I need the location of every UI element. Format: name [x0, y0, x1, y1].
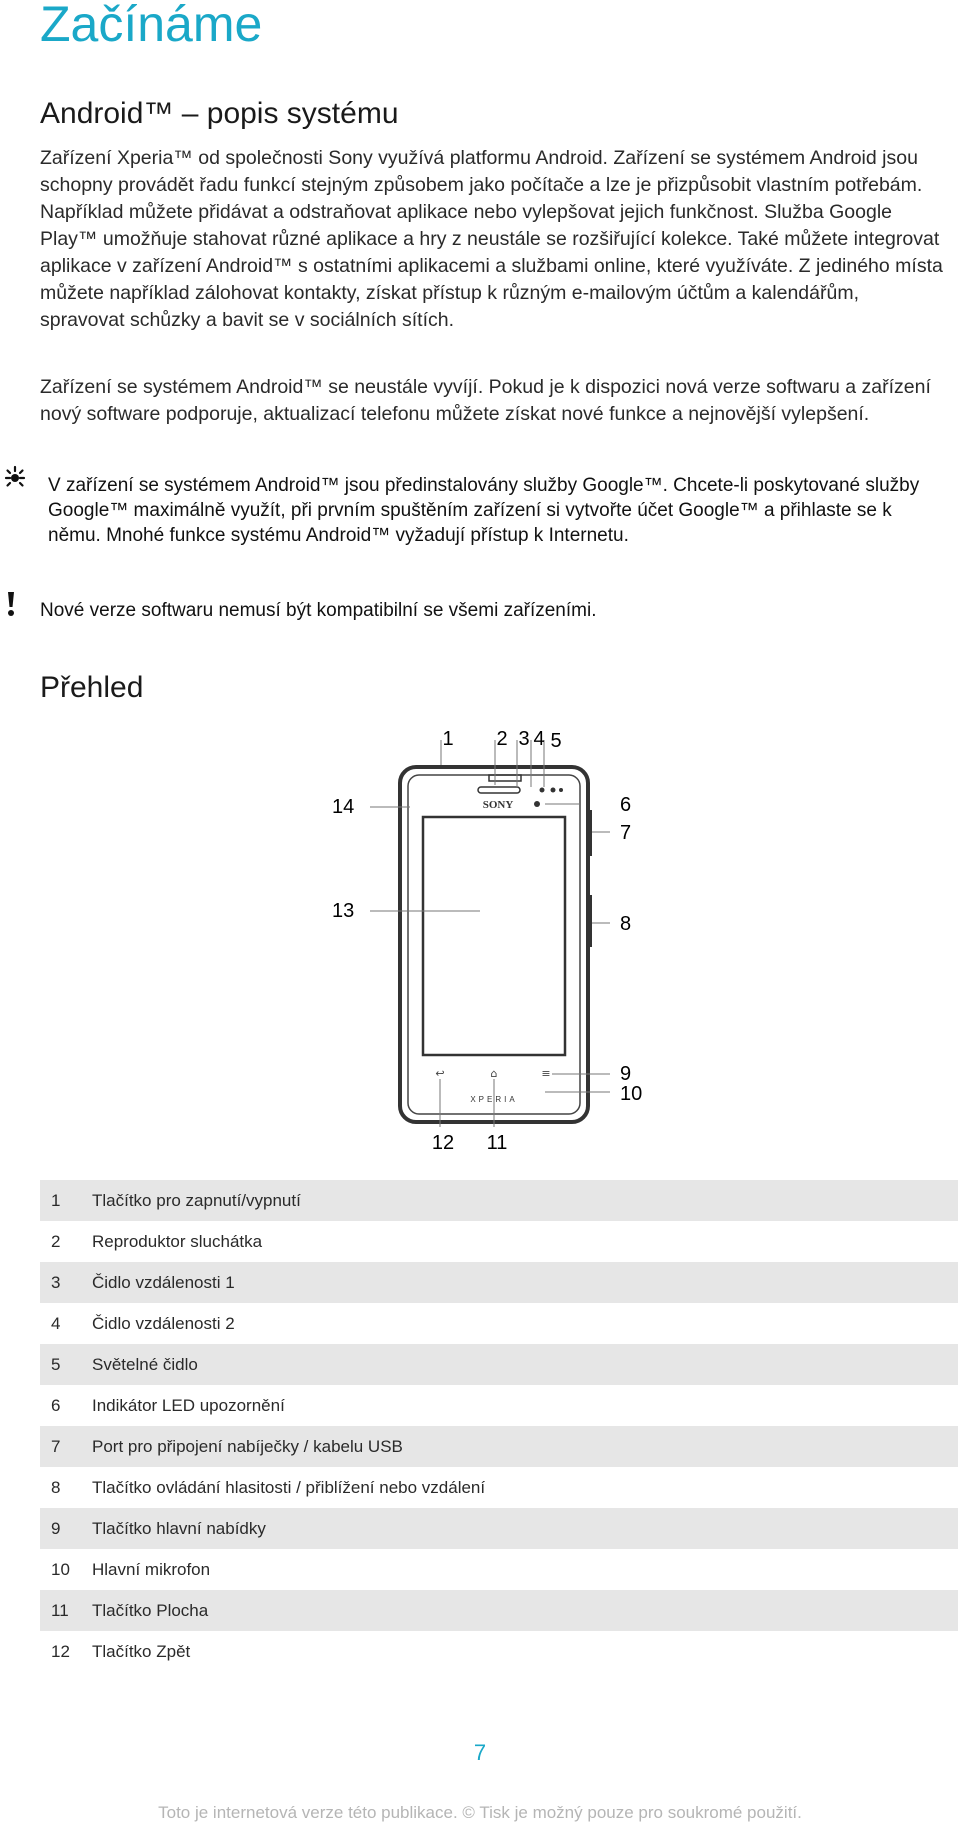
notification-led [534, 801, 540, 807]
proximity-sensor-2 [551, 788, 556, 793]
section-heading-android: Android™ – popis systému [40, 97, 399, 130]
section-heading-overview: Přehled [40, 671, 144, 704]
legend-row [40, 1344, 958, 1385]
callout-1: 1 [442, 728, 454, 750]
legend-row [40, 1221, 958, 1262]
legend-number: 11 [40, 1590, 92, 1631]
legend-row [40, 1590, 958, 1631]
legend-number: 1 [40, 1180, 92, 1221]
callout-9: 9 [620, 1063, 632, 1085]
tip-text: V zařízení se systémem Android™ jsou předinstalovány služby Google™. Chcete-li poskytované služby Google™ maximálně využít, při prvním spuštěním zařízení si vytvořte účet Google™ a přihlaste se k němu. Mnohé funkce systému Android™ vyžadují přístup k Internetu. [48, 475, 920, 546]
callout-10: 10 [620, 1083, 643, 1105]
legend-label: Tlačítko ovládání hlasitosti / přiblížení nebo vzdálení [92, 1477, 486, 1497]
phone-overview-diagram [330, 725, 670, 1165]
legend-label: Tlačítko hlavní nabídky [92, 1508, 958, 1549]
callout-13: 13 [332, 900, 355, 922]
legend-label: Reproduktor sluchátka [92, 1231, 263, 1251]
legend-label: Indikátor LED upozornění [92, 1395, 285, 1415]
legend-label: Tlačítko Plocha [92, 1590, 958, 1631]
lightbulb-tip-icon [2, 465, 28, 491]
legend-label: Čidlo vzdálenosti 2 [92, 1313, 235, 1333]
legend-number: 12 [51, 1641, 70, 1661]
legend-number: 8 [51, 1477, 61, 1497]
legend-row [40, 1631, 958, 1672]
callout-2: 2 [496, 728, 508, 750]
home-icon: ⌂ [490, 1067, 498, 1080]
callout-12: 12 [431, 1132, 455, 1154]
legend-number: 7 [40, 1426, 92, 1467]
intro-paragraph [40, 145, 945, 334]
overview-legend-table [40, 1180, 958, 1672]
legend-row [40, 1180, 958, 1221]
earpiece-speaker [478, 787, 520, 793]
legend-row [40, 1549, 958, 1590]
xperia-logo: XPERIA [470, 1095, 518, 1104]
exclamation-warning-icon [6, 591, 16, 617]
legend-number: 9 [40, 1508, 92, 1549]
callout-6: 6 [620, 794, 632, 816]
legend-label: Port pro připojení nabíječky / kabelu USB [92, 1426, 958, 1467]
legend-number: 2 [51, 1231, 61, 1251]
legend-row [40, 1262, 958, 1303]
legend-label: Tlačítko pro zapnutí/vypnutí [92, 1180, 958, 1221]
legend-label: Tlačítko Zpět [92, 1641, 191, 1661]
callout-3: 3 [518, 728, 530, 750]
callout-8: 8 [620, 913, 632, 935]
legend-row [40, 1385, 958, 1426]
legend-number: 5 [40, 1344, 92, 1385]
callout-7: 7 [620, 822, 632, 844]
light-sensor [559, 788, 563, 792]
menu-icon: ≡ [541, 1067, 551, 1080]
legend-row [40, 1303, 958, 1344]
callout-numbers [332, 728, 642, 1154]
legend-row [40, 1426, 958, 1467]
legend-label: Světelné čidlo [92, 1344, 958, 1385]
paragraph-android-updates: Zařízení se systémem Android™ se neustále vyvíjí. Pokud je k dispozici nová verze softwaru a zařízení nový software podporuje, aktualizací telefonu můžete získat nové funkce a nejnovější vylepšení. [40, 376, 931, 425]
legend-label: Hlavní mikrofon [92, 1559, 211, 1579]
legend-row [40, 1508, 958, 1549]
callout-4: 4 [533, 728, 545, 750]
legend-number: 6 [51, 1395, 61, 1415]
legend-number: 3 [40, 1262, 92, 1303]
callout-5: 5 [550, 730, 562, 752]
warning-text: Nové verze softwaru nemusí být kompatibilní se všemi zařízeními. [40, 600, 597, 621]
page-number: 7 [473, 1740, 487, 1765]
legend-number: 10 [51, 1559, 70, 1579]
proximity-sensor-1 [540, 788, 545, 793]
callout-14: 14 [332, 796, 355, 818]
legend-number: 4 [51, 1313, 61, 1333]
legend-row [40, 1467, 958, 1508]
legend-label: Čidlo vzdálenosti 1 [92, 1262, 958, 1303]
back-icon: ↩ [435, 1067, 445, 1080]
paragraph-android-overview: Zařízení Xperia™ od společnosti Sony využívá platformu Android. Zařízení se systémem Android jsou schopny provádět řadu funkcí stejným způsobem jako počítače a lze je přizpůsobit vlastním potřebám. Například můžete přidávat a odstraňovat aplikace nebo vylepšovat jejich funkčnost. Služba Google Play™ umožňuje stahovat různé aplikace a hry z neustále se rozšiřující kolekce. Také můžete integrovat aplikace v zařízení Android™ s ostatními aplikacemi a službami online, které využíváte. Z jediného místa můžete například zálohovat kontakty, získat přístup k různým e-mailovým účtům a kalendářům, spravovat schůzky a bavit se v sociálních sítích. [40, 147, 943, 331]
footer-note: Toto je internetová verze této publikace. © Tisk je možný pouze pro soukromé použití. [158, 1803, 802, 1822]
update-paragraph [40, 374, 945, 428]
callout-11: 11 [486, 1132, 508, 1154]
sony-logo: SONY [482, 799, 514, 811]
chapter-title: Začínáme [40, 0, 263, 52]
